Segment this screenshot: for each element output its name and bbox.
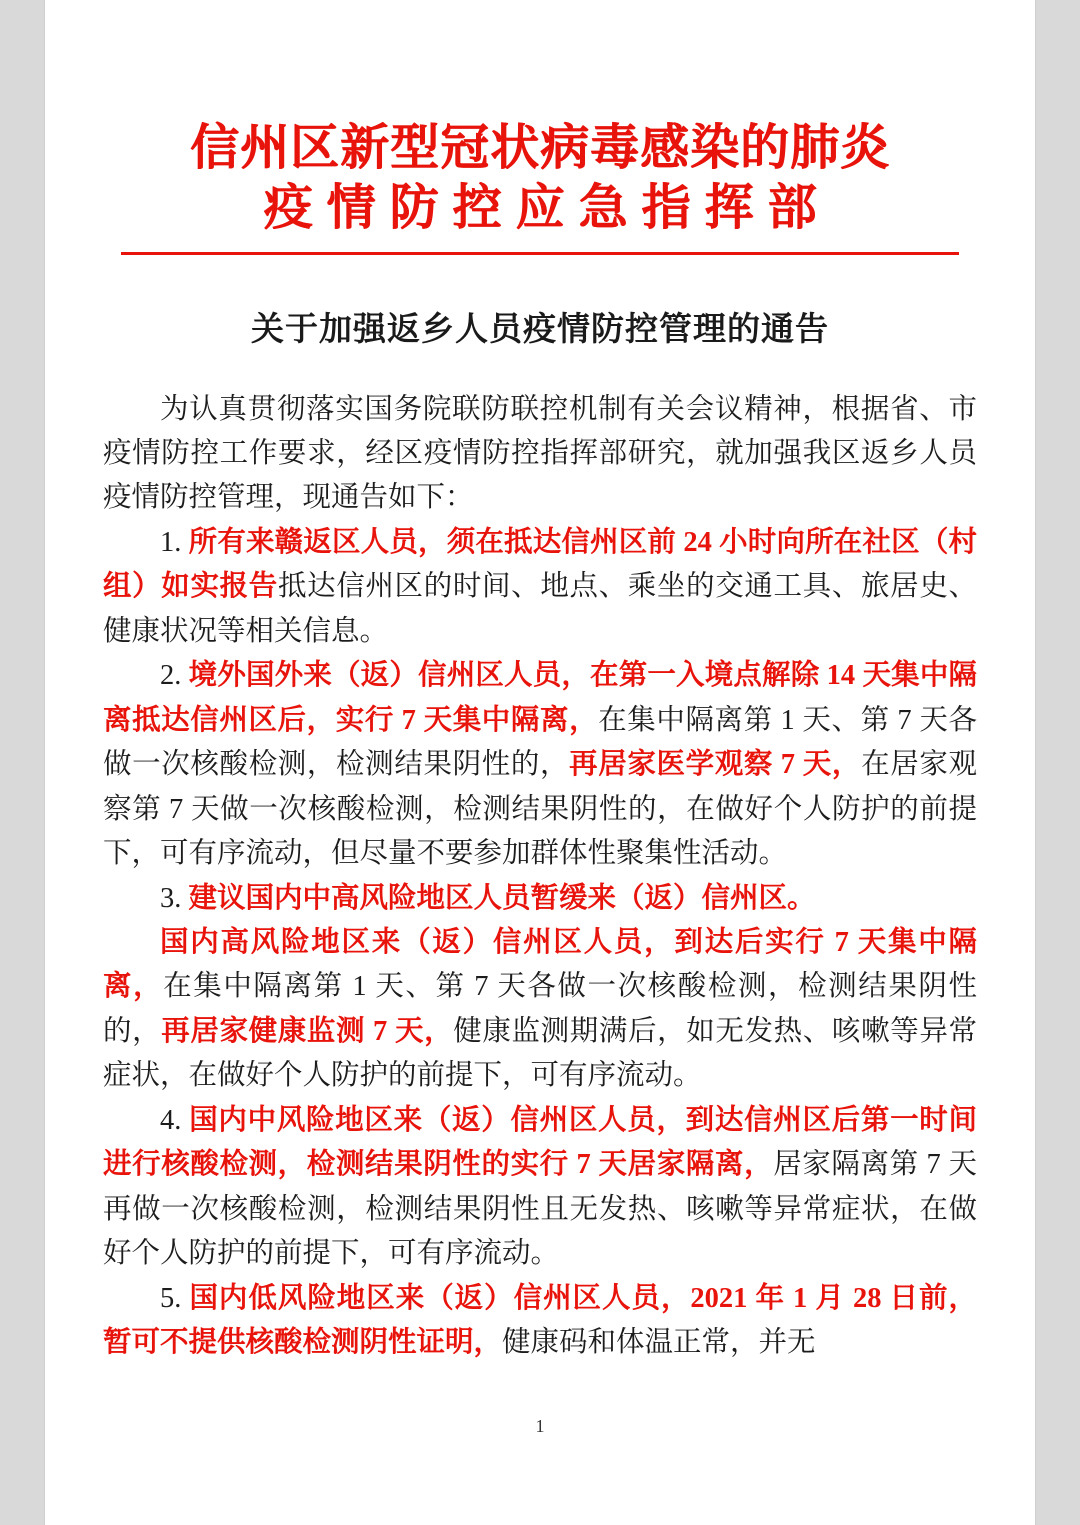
text-run-black: 3. xyxy=(160,882,189,914)
text-run-black: 在集中隔离第 1 天、第 7 天各做一次核酸检测，检测结果阴性的， xyxy=(103,704,977,781)
page-number: 1 xyxy=(535,1416,545,1436)
text-run-black: 1. xyxy=(160,526,189,558)
text-run-black: 2. xyxy=(160,660,189,692)
text-run-black: 在集中隔离第 1 天、第 7 天各做一次核酸检测，检测结果阴性的， xyxy=(103,971,977,1047)
text-run-red: 境外国外来（返）信州区人员，在第一入境点解除 14 天集中隔离抵达信州区后，实行 7 天集中隔离， xyxy=(103,660,977,736)
text-run-red: 所有来赣返区人员，须在抵达信州区前 24 小时向所在社区（村组）如实报告 xyxy=(103,526,977,603)
paragraph-preamble xyxy=(103,388,977,521)
text-run-black: 4. xyxy=(160,1104,190,1136)
text-run-red: 国内高风险地区来（返）信州区人员，到达后实行 7 天集中隔离， xyxy=(103,926,977,1003)
text-run-red: 国内低风险地区来（返）信州区人员，2021 年 1 月 28 日前，暂可不提供核酸检测阴性证明， xyxy=(103,1282,977,1359)
page-title: 关于加强返乡人员疫情防控管理的通告 xyxy=(251,311,829,348)
paragraph-item-3 xyxy=(103,877,977,921)
document-page xyxy=(45,0,1035,1525)
text-run-black: 在居家观察第 7 天做一次核酸检测，检测结果阴性的，在做好个人防护的前提下，可有序流动，但尽量不要参加群体性聚集性活动。 xyxy=(103,749,977,870)
text-run-red: 建议国内中高风险地区人员暂缓来（返）信州区。 xyxy=(188,882,816,914)
paragraph-item-4 xyxy=(103,1099,977,1277)
text-run-black: 健康码和体温正常，并无 xyxy=(502,1327,816,1359)
text-run-red: 再居家医学观察 7 天， xyxy=(569,749,862,781)
header-line-2: 疫情防控应急指挥部 xyxy=(263,179,831,235)
text-run-black: 为认真贯彻落实国务院联防联控机制有关会议精神，根据省、市疫情防控工作要求，经区疫情防控指挥部研究，就加强我区返乡人员疫情防控管理，现通告如下： xyxy=(103,393,977,514)
document-body xyxy=(103,388,977,1366)
text-run-black: 抵达信州区的时间、地点、乘坐的交通工具、旅居史、健康状况等相关信息。 xyxy=(103,571,977,647)
text-run-red: 国内中风险地区来（返）信州区人员，到达信州区后第一时间进行核酸检测，检测结果阴性的实行 7 天居家隔离， xyxy=(103,1104,977,1181)
text-run-black: 5. xyxy=(160,1282,190,1314)
paragraph-item-2 xyxy=(103,654,977,876)
header-divider xyxy=(121,252,959,255)
text-run-red: 再居家健康监测 7 天， xyxy=(161,1015,454,1047)
paragraph-item-5 xyxy=(103,1277,977,1366)
document-header xyxy=(103,118,977,255)
paragraph-item-3b xyxy=(103,921,977,1099)
paragraph-item-1 xyxy=(103,521,977,654)
text-run-black: 居家隔离第 7 天再做一次核酸检测，检测结果阴性且无发热、咳嗽等异常症状，在做好个人防护的前提下，可有序流动。 xyxy=(103,1149,977,1270)
header-line-1: 信州区新型冠状病毒感染的肺炎 xyxy=(189,120,890,175)
text-run-black: 健康监测期满后，如无发热、咳嗽等异常症状，在做好个人防护的前提下，可有序流动。 xyxy=(103,1015,977,1092)
